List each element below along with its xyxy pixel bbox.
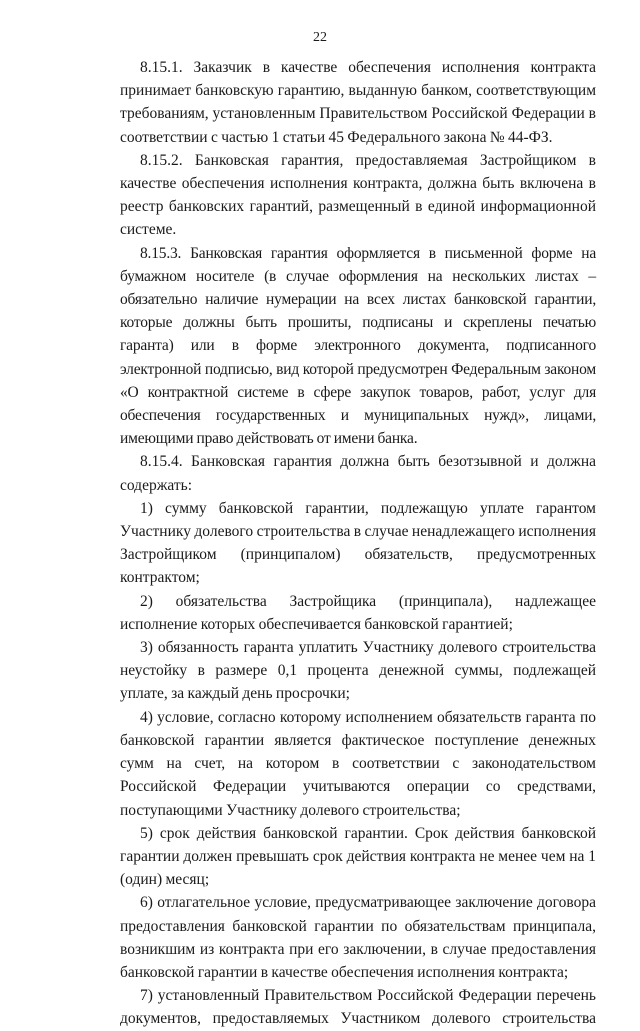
list-item-6: 6) отлагательное условие, предусматривающее заключение договора предоставления банковской гарантии по обязательствам принципала, возникшим из контракта при его заключении, в случае предоставления банковской гарантии в качестве обеспечения исполнения контракта; bbox=[120, 894, 596, 981]
list-item-2: 2) обязательства Застройщика (принципала), надлежащее исполнение которых обеспечивается банковской гарантией; bbox=[120, 592, 596, 633]
list-item-5: 5) срок действия банковской гарантии. Срок действия банковской гарантии должен превышать срок действия контракта не менее чем на 1 (один) месяц; bbox=[120, 824, 596, 889]
list-item-3: 3) обязанность гаранта уплатить Участнику долевого строительства неустойку в размере 0,1 процента денежной суммы, подлежащей уплате, за каждый день просрочки; bbox=[120, 639, 596, 703]
paragraph-8-15-1: 8.15.1. Заказчик в качестве обеспечения исполнения контракта принимает банковскую гарантию, выданную банком, соответствующим требованиям, установленным Правительством Российской Федерации в соответствии с частью 1 статьи 45 Федерального закона № 44-ФЗ. bbox=[120, 59, 596, 146]
paragraph-8-15-3: 8.15.3. Банковская гарантия оформляется в письменной форме на бумажном носителе (в случае оформления на нескольких листах – обязательно наличие нумерации на всех листах банковской гарантии, которые должны быть прошиты, подписаны и скреплены печатью гаранта) или в форме электронного документа, подписанного электронной подписью, вид которой предусмотрен Федеральным законом «О контрактной системе в сфере закупок товаров, работ, услуг для обеспечения государственных и муниципальных нужд», лицами, имеющими право действовать от имени банка. bbox=[120, 244, 596, 448]
list-item-7: 7) установленный Правительством Российской Федерации перечень документов, предоставляемых Участником долевого строительства bbox=[120, 987, 596, 1028]
document-body bbox=[120, 56, 596, 1031]
page-number: 22 bbox=[313, 30, 327, 45]
paragraph-8-15-2: 8.15.2. Банковская гарантия, предоставляемая Застройщиком в качестве обеспечения исполнения контракта, должна быть включена в реестр банковских гарантий, размещенный в единой информационной системе. bbox=[120, 151, 596, 239]
paragraph-8-15-4: 8.15.4. Банковская гарантия должна быть безотзывной и должна содержать: bbox=[120, 453, 596, 494]
list-item-1: 1) сумму банковской гарантии, подлежащую уплате гарантом Участнику долевого строительства в случае ненадлежащего исполнения Застройщиком (принципалом) обязательств, предусмотренных контрактом; bbox=[120, 499, 596, 587]
list-item-4: 4) условие, согласно которому исполнением обязательств гаранта по банковской гарантии является фактическое поступление денежных сумм на счет, на котором в соответствии с законодательством Российской Федерации учитываются операции со средствами, поступающими Участнику долевого строительства; bbox=[120, 708, 596, 819]
